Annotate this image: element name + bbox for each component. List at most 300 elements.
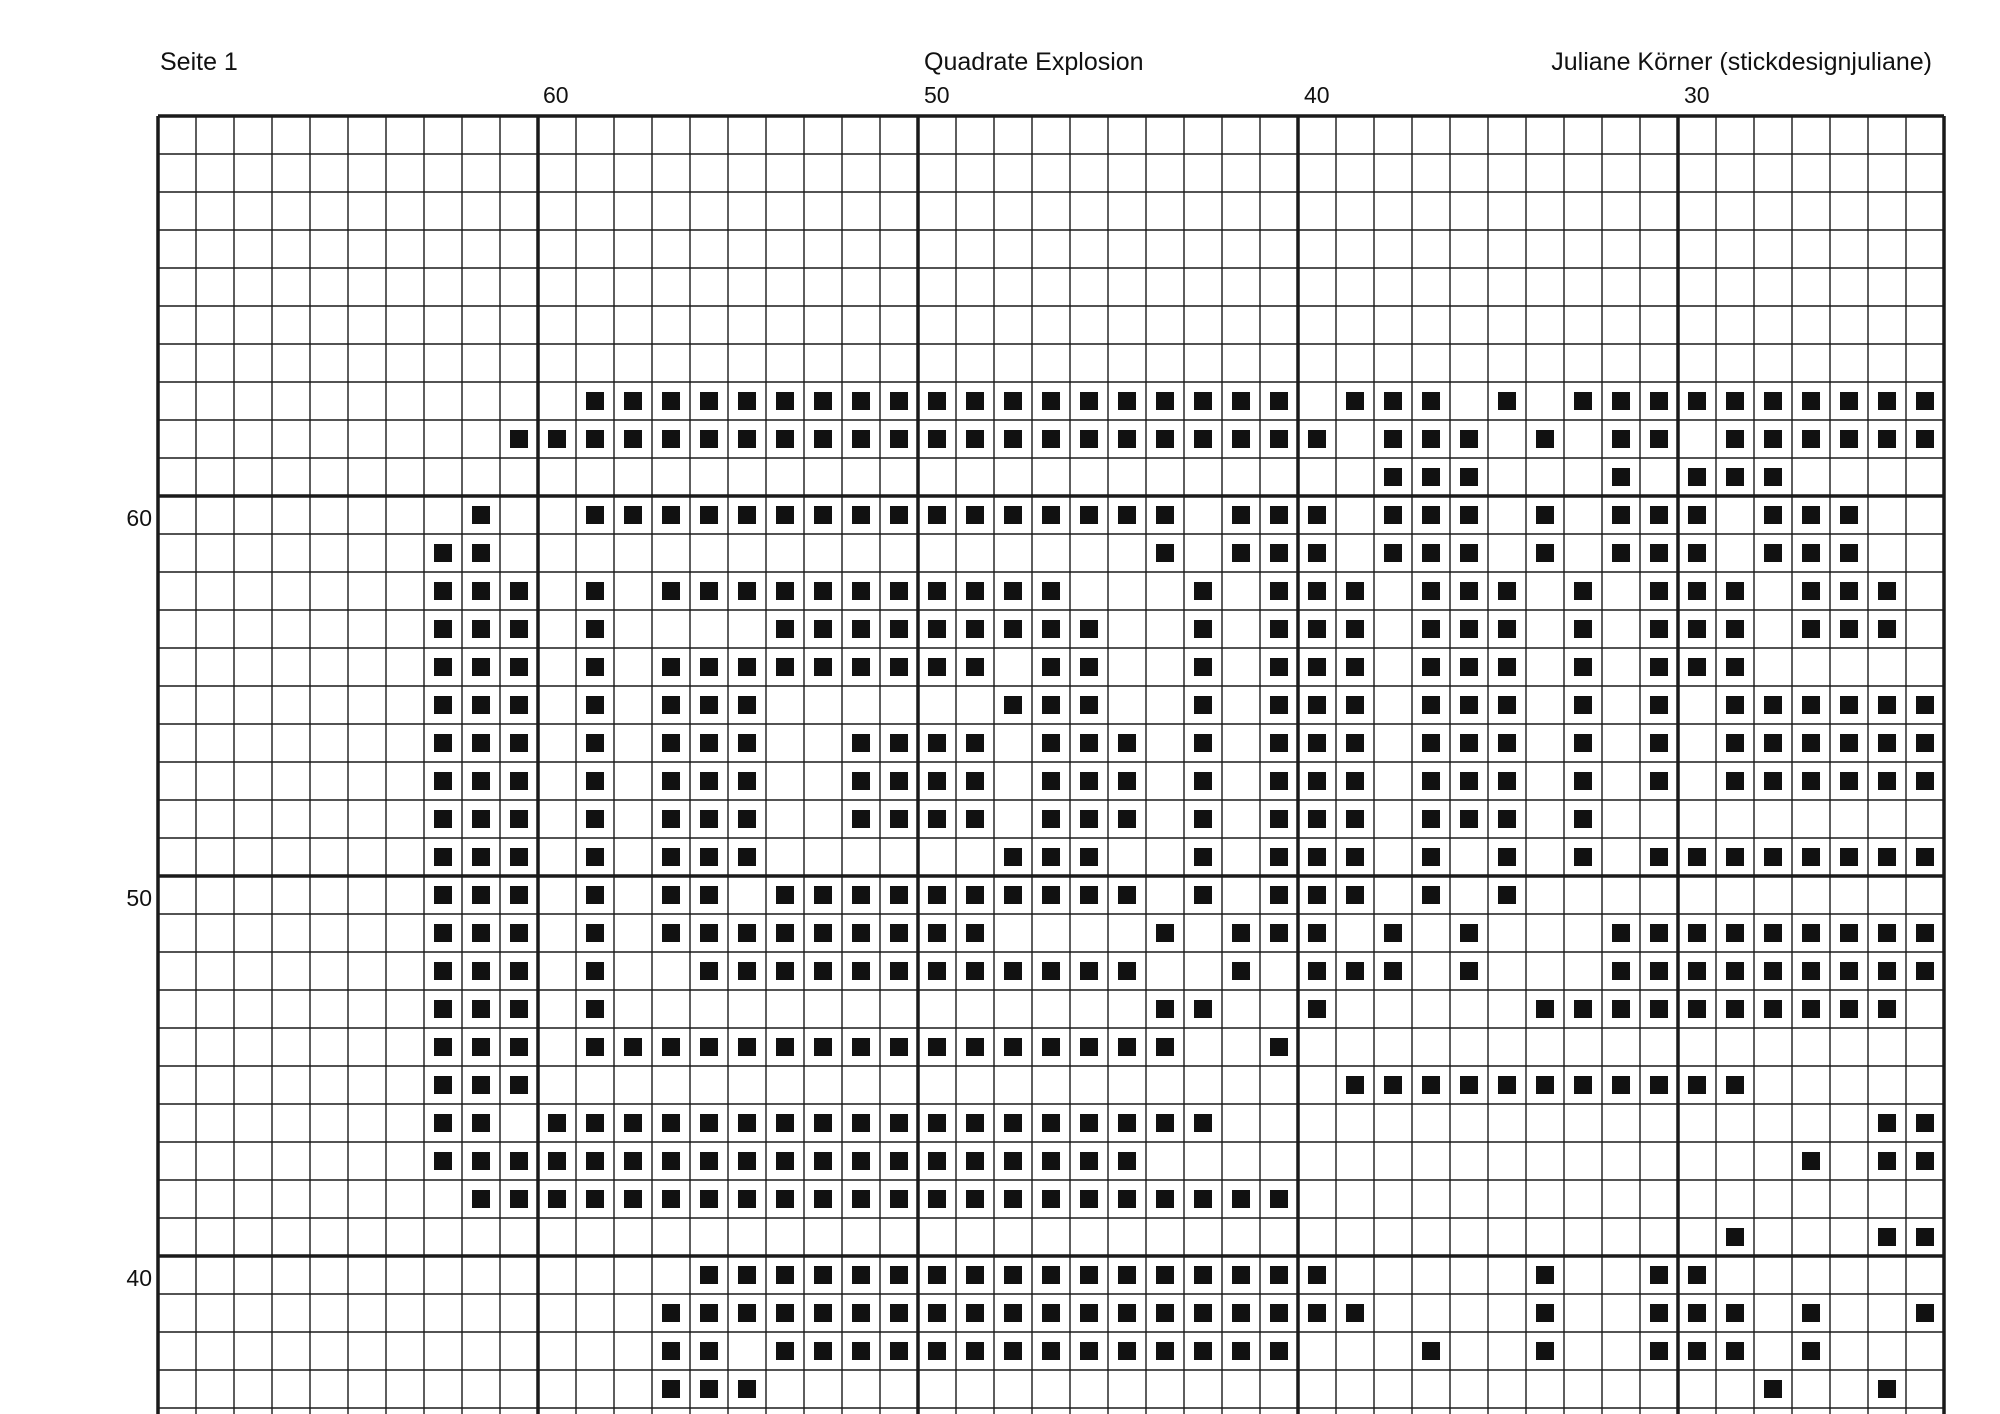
stitch-cell xyxy=(1194,810,1212,828)
stitch-cell xyxy=(890,392,908,410)
grid-lines xyxy=(158,116,1944,1414)
stitch-cell xyxy=(472,886,490,904)
stitch-cell xyxy=(1916,1152,1934,1170)
stitch-cell xyxy=(1346,1076,1364,1094)
stitch-cell xyxy=(1688,962,1706,980)
stitch-cell xyxy=(662,506,680,524)
stitch-cell xyxy=(776,658,794,676)
stitch-cell xyxy=(1840,620,1858,638)
stitch-cell xyxy=(1536,1342,1554,1360)
stitch-cell xyxy=(1764,392,1782,410)
stitch-cell xyxy=(1042,810,1060,828)
stitch-cell xyxy=(852,1342,870,1360)
stitch-cell xyxy=(1232,924,1250,942)
stitch-cell xyxy=(966,924,984,942)
stitch-cell xyxy=(1498,772,1516,790)
column-number-50: 50 xyxy=(924,82,950,108)
stitch-cell xyxy=(1118,772,1136,790)
stitch-cell xyxy=(928,1114,946,1132)
stitch-cell xyxy=(1802,962,1820,980)
stitch-cell xyxy=(1878,962,1896,980)
stitch-cell xyxy=(700,1038,718,1056)
stitch-cell xyxy=(1916,924,1934,942)
stitch-cell xyxy=(472,1152,490,1170)
stitch-cell xyxy=(738,506,756,524)
stitch-cell xyxy=(662,430,680,448)
stitch-cell xyxy=(1802,734,1820,752)
stitch-cell xyxy=(510,430,528,448)
stitch-cell xyxy=(1270,658,1288,676)
stitch-cell xyxy=(928,620,946,638)
stitch-cell xyxy=(890,1342,908,1360)
stitch-cell xyxy=(776,1038,794,1056)
stitch-cell xyxy=(1422,544,1440,562)
stitch-cell xyxy=(1726,1000,1744,1018)
stitch-cell xyxy=(1536,1304,1554,1322)
stitch-cell xyxy=(1422,658,1440,676)
stitch-cell xyxy=(814,430,832,448)
stitch-cell xyxy=(1688,506,1706,524)
stitch-cell xyxy=(472,544,490,562)
stitch-cell xyxy=(1612,430,1630,448)
stitch-cell xyxy=(1004,1152,1022,1170)
stitch-cell xyxy=(1802,620,1820,638)
stitch-cell xyxy=(890,1190,908,1208)
stitch-cell xyxy=(662,1304,680,1322)
stitch-cell xyxy=(1422,392,1440,410)
stitch-cell xyxy=(1080,962,1098,980)
stitch-cell xyxy=(776,886,794,904)
stitch-cell xyxy=(662,810,680,828)
stitch-cell xyxy=(1916,772,1934,790)
stitch-cell xyxy=(624,1038,642,1056)
stitch-cell xyxy=(624,1152,642,1170)
row-number-50: 50 xyxy=(126,885,152,911)
stitch-cell xyxy=(1878,620,1896,638)
stitch-cell xyxy=(852,430,870,448)
stitch-cell xyxy=(586,810,604,828)
stitch-cell xyxy=(966,886,984,904)
stitch-cell xyxy=(1194,696,1212,714)
stitch-cell xyxy=(1536,430,1554,448)
stitch-cell xyxy=(1042,734,1060,752)
stitch-cell xyxy=(1080,1114,1098,1132)
stitch-cell xyxy=(1726,1304,1744,1322)
stitch-cell xyxy=(1118,1304,1136,1322)
stitch-cell xyxy=(472,848,490,866)
stitch-cell xyxy=(1080,620,1098,638)
stitch-cell xyxy=(510,582,528,600)
stitch-cell xyxy=(1308,810,1326,828)
stitch-cell xyxy=(1422,772,1440,790)
stitch-cell xyxy=(1916,430,1934,448)
stitch-cell xyxy=(1650,544,1668,562)
stitch-cell xyxy=(434,734,452,752)
stitch-cell xyxy=(776,430,794,448)
stitch-cell xyxy=(1840,506,1858,524)
stitch-cell xyxy=(472,696,490,714)
stitch-cell xyxy=(776,1266,794,1284)
stitch-cell xyxy=(1270,392,1288,410)
stitch-cell xyxy=(1346,582,1364,600)
stitch-cell xyxy=(1764,506,1782,524)
stitch-cell xyxy=(1384,1076,1402,1094)
stitch-cell xyxy=(586,962,604,980)
stitch-cell xyxy=(814,924,832,942)
stitch-cell xyxy=(1726,734,1744,752)
stitch-cell xyxy=(1726,430,1744,448)
stitch-cell xyxy=(1042,582,1060,600)
stitch-cell xyxy=(966,620,984,638)
stitch-cell xyxy=(1650,620,1668,638)
stitch-cell xyxy=(1042,506,1060,524)
stitch-cell xyxy=(966,1190,984,1208)
stitch-cell xyxy=(738,1152,756,1170)
stitch-cell xyxy=(1194,392,1212,410)
stitch-cell xyxy=(1764,544,1782,562)
stitch-cell xyxy=(1156,506,1174,524)
stitch-cell xyxy=(586,772,604,790)
stitch-cell xyxy=(1688,848,1706,866)
stitch-cell xyxy=(776,506,794,524)
stitch-cell xyxy=(1878,1152,1896,1170)
stitch-cell xyxy=(1308,772,1326,790)
stitch-cell xyxy=(852,962,870,980)
stitch-cell xyxy=(966,1038,984,1056)
stitch-cell xyxy=(1232,506,1250,524)
stitch-cell xyxy=(1726,582,1744,600)
stitch-cell xyxy=(1840,848,1858,866)
stitch-cell xyxy=(1118,506,1136,524)
stitch-cell xyxy=(852,620,870,638)
stitch-cell xyxy=(1802,582,1820,600)
stitch-cell xyxy=(1080,772,1098,790)
stitch-cell xyxy=(1270,620,1288,638)
stitch-cell xyxy=(1650,1266,1668,1284)
stitch-cell xyxy=(472,582,490,600)
stitch-cell xyxy=(1764,962,1782,980)
stitch-cell xyxy=(814,962,832,980)
stitch-cell xyxy=(1004,886,1022,904)
stitch-cell xyxy=(1460,924,1478,942)
stitch-cell xyxy=(1498,696,1516,714)
stitch-cell xyxy=(890,1038,908,1056)
stitch-cell xyxy=(510,1000,528,1018)
stitch-cell xyxy=(1232,962,1250,980)
stitch-cell xyxy=(1270,772,1288,790)
stitch-cell xyxy=(1650,962,1668,980)
stitch-cell xyxy=(624,430,642,448)
stitch-cell xyxy=(1840,924,1858,942)
stitch-cell xyxy=(1726,620,1744,638)
stitch-cell xyxy=(1004,1114,1022,1132)
stitch-cell xyxy=(928,392,946,410)
stitch-cell xyxy=(510,1152,528,1170)
stitch-cell xyxy=(1460,810,1478,828)
stitch-cell xyxy=(1194,734,1212,752)
stitch-cell xyxy=(586,886,604,904)
stitch-cell xyxy=(1612,924,1630,942)
stitch-cell xyxy=(1308,696,1326,714)
stitch-cell xyxy=(1270,1304,1288,1322)
stitch-cell xyxy=(776,1152,794,1170)
stitch-cell xyxy=(1422,430,1440,448)
stitch-cell xyxy=(586,696,604,714)
stitch-cell xyxy=(700,430,718,448)
stitch-cell xyxy=(1308,962,1326,980)
stitch-cell xyxy=(1118,886,1136,904)
stitch-cell xyxy=(928,924,946,942)
stitch-cell xyxy=(1916,734,1934,752)
stitch-cell xyxy=(1802,506,1820,524)
stitch-cell xyxy=(1004,1266,1022,1284)
stitch-cell xyxy=(1080,696,1098,714)
stitch-cell xyxy=(738,1266,756,1284)
stitch-cell xyxy=(510,696,528,714)
stitch-cell xyxy=(738,772,756,790)
stitch-cell xyxy=(1688,1266,1706,1284)
stitch-cell xyxy=(1764,468,1782,486)
stitch-cell xyxy=(700,392,718,410)
stitch-cell xyxy=(814,1038,832,1056)
stitch-cell xyxy=(434,1076,452,1094)
stitch-cell xyxy=(700,734,718,752)
stitch-cell xyxy=(1840,544,1858,562)
stitch-cell xyxy=(1650,696,1668,714)
stitch-cell xyxy=(662,772,680,790)
stitch-cell xyxy=(1080,430,1098,448)
stitch-cell xyxy=(700,1342,718,1360)
page-label: Seite 1 xyxy=(160,48,238,76)
stitch-cell xyxy=(1460,962,1478,980)
stitch-cell xyxy=(510,1190,528,1208)
stitch-cell xyxy=(1688,1000,1706,1018)
stitch-cell xyxy=(1574,810,1592,828)
stitch-cell xyxy=(738,924,756,942)
stitch-cell xyxy=(738,696,756,714)
stitch-cell xyxy=(966,658,984,676)
stitch-cell xyxy=(776,924,794,942)
stitch-cell xyxy=(1764,430,1782,448)
stitch-cell xyxy=(1118,1038,1136,1056)
stitch-cell xyxy=(814,1114,832,1132)
stitch-cell xyxy=(1612,544,1630,562)
stitch-cell xyxy=(1802,924,1820,942)
stitch-cell xyxy=(1270,1038,1288,1056)
stitch-cell xyxy=(1460,544,1478,562)
stitch-cell xyxy=(1042,696,1060,714)
stitch-cell xyxy=(434,772,452,790)
stitch-cell xyxy=(1764,848,1782,866)
stitch-cell xyxy=(510,620,528,638)
stitch-cell xyxy=(510,1076,528,1094)
stitch-cell xyxy=(1346,886,1364,904)
stitch-cell xyxy=(1118,1114,1136,1132)
stitch-cell xyxy=(434,658,452,676)
stitch-cell xyxy=(890,620,908,638)
stitch-cell xyxy=(1156,1000,1174,1018)
stitch-cell xyxy=(1878,392,1896,410)
stitch-cell xyxy=(928,1190,946,1208)
stitch-cell xyxy=(1042,1038,1060,1056)
stitch-cell xyxy=(1498,810,1516,828)
stitch-cell xyxy=(1346,658,1364,676)
stitch-cell xyxy=(1042,620,1060,638)
stitch-cell xyxy=(472,1114,490,1132)
stitch-cell xyxy=(1726,658,1744,676)
stitch-cell xyxy=(1384,962,1402,980)
stitch-cell xyxy=(662,848,680,866)
stitch-cell xyxy=(1308,734,1326,752)
stitch-cell xyxy=(510,886,528,904)
stitch-cell xyxy=(852,392,870,410)
stitch-cell xyxy=(1118,810,1136,828)
stitch-cell xyxy=(1650,1076,1668,1094)
stitch-cell xyxy=(1536,1266,1554,1284)
stitch-cell xyxy=(700,1266,718,1284)
stitch-cell xyxy=(1536,544,1554,562)
stitch-cell xyxy=(1422,620,1440,638)
stitch-cell xyxy=(586,1152,604,1170)
stitch-cell xyxy=(1612,468,1630,486)
stitch-cell xyxy=(1916,1114,1934,1132)
stitch-cell xyxy=(662,1114,680,1132)
stitch-cell xyxy=(662,582,680,600)
stitch-cell xyxy=(1574,696,1592,714)
stitch-cell xyxy=(1840,392,1858,410)
stitch-cell xyxy=(1878,1380,1896,1398)
stitch-cell xyxy=(814,1190,832,1208)
stitch-cell xyxy=(1916,848,1934,866)
stitch-cell xyxy=(814,1266,832,1284)
stitch-cell xyxy=(434,810,452,828)
stitch-cell xyxy=(1004,1190,1022,1208)
stitch-cell xyxy=(966,392,984,410)
stitch-cell xyxy=(890,582,908,600)
stitch-cell xyxy=(814,506,832,524)
stitch-cell xyxy=(700,962,718,980)
stitch-cell xyxy=(586,506,604,524)
stitch-cell xyxy=(1308,658,1326,676)
stitch-cell xyxy=(548,1190,566,1208)
stitch-cell xyxy=(1650,506,1668,524)
stitch-cell xyxy=(890,962,908,980)
stitch-cell xyxy=(1878,1000,1896,1018)
stitch-cell xyxy=(1878,924,1896,942)
stitch-cell xyxy=(1460,582,1478,600)
stitch-cell xyxy=(1460,430,1478,448)
stitch-cell xyxy=(890,924,908,942)
stitch-cell xyxy=(1042,1152,1060,1170)
stitch-cell xyxy=(1802,1152,1820,1170)
stitch-cell xyxy=(776,962,794,980)
author-label: Juliane Körner (stickdesignjuliane) xyxy=(1551,48,1932,76)
stitch-cell xyxy=(1612,392,1630,410)
stitch-cell xyxy=(1042,658,1060,676)
stitch-cell xyxy=(1688,582,1706,600)
stitch-cell xyxy=(624,392,642,410)
stitch-cell xyxy=(1270,734,1288,752)
stitch-cell xyxy=(890,430,908,448)
stitch-cell xyxy=(1346,848,1364,866)
stitch-cell xyxy=(1346,962,1364,980)
stitch-cell xyxy=(1308,848,1326,866)
stitch-cell xyxy=(1232,1266,1250,1284)
stitch-cell xyxy=(1080,392,1098,410)
stitch-cell xyxy=(814,886,832,904)
stitch-cell xyxy=(738,810,756,828)
stitch-cell xyxy=(928,1038,946,1056)
stitch-cell xyxy=(1878,430,1896,448)
stitch-cell xyxy=(814,1304,832,1322)
stitch-cell xyxy=(586,658,604,676)
stitch-cell xyxy=(1042,430,1060,448)
stitch-cell xyxy=(1270,1190,1288,1208)
stitch-cell xyxy=(662,1380,680,1398)
stitch-cell xyxy=(928,772,946,790)
stitch-cell xyxy=(928,506,946,524)
stitch-cell xyxy=(852,924,870,942)
stitch-cell xyxy=(472,658,490,676)
stitch-cell xyxy=(852,1304,870,1322)
stitch-cell xyxy=(852,1038,870,1056)
stitch-cell xyxy=(434,1000,452,1018)
stitch-cell xyxy=(1802,848,1820,866)
stitch-cell xyxy=(1118,392,1136,410)
stitch-cell xyxy=(1422,506,1440,524)
stitch-cell xyxy=(738,392,756,410)
stitch-cell xyxy=(1080,1266,1098,1284)
stitch-cell xyxy=(1156,1266,1174,1284)
stitch-cell xyxy=(1308,620,1326,638)
stitch-cell xyxy=(852,658,870,676)
stitch-cell xyxy=(1498,848,1516,866)
stitch-cell xyxy=(1270,582,1288,600)
stitch-cell xyxy=(1042,1266,1060,1284)
stitch-cell xyxy=(1270,924,1288,942)
stitch-cell xyxy=(1194,1190,1212,1208)
stitch-cell xyxy=(1878,848,1896,866)
stitch-cell xyxy=(1194,430,1212,448)
stitch-cell xyxy=(776,1114,794,1132)
stitch-cell xyxy=(852,582,870,600)
stitch-cell xyxy=(472,506,490,524)
stitch-cell xyxy=(1080,506,1098,524)
stitch-cell xyxy=(1080,1038,1098,1056)
stitch-cell xyxy=(1194,1304,1212,1322)
stitch-cell xyxy=(700,810,718,828)
stitch-cell xyxy=(1498,886,1516,904)
stitch-cell xyxy=(1802,1000,1820,1018)
stitch-cell xyxy=(1726,696,1744,714)
stitch-cell xyxy=(434,1152,452,1170)
stitch-cell xyxy=(1042,1342,1060,1360)
stitch-cell xyxy=(700,1152,718,1170)
stitch-cell xyxy=(700,658,718,676)
stitch-cell xyxy=(1916,1228,1934,1246)
stitch-cell xyxy=(434,582,452,600)
stitch-cell xyxy=(1346,696,1364,714)
stitch-cell xyxy=(1498,658,1516,676)
stitch-cell xyxy=(852,734,870,752)
stitch-cell xyxy=(1308,1000,1326,1018)
stitch-cell xyxy=(1156,924,1174,942)
stitch-cell xyxy=(1802,544,1820,562)
stitch-cell xyxy=(966,962,984,980)
stitch-cell xyxy=(434,962,452,980)
stitch-cell xyxy=(928,1342,946,1360)
stitch-cell xyxy=(662,392,680,410)
